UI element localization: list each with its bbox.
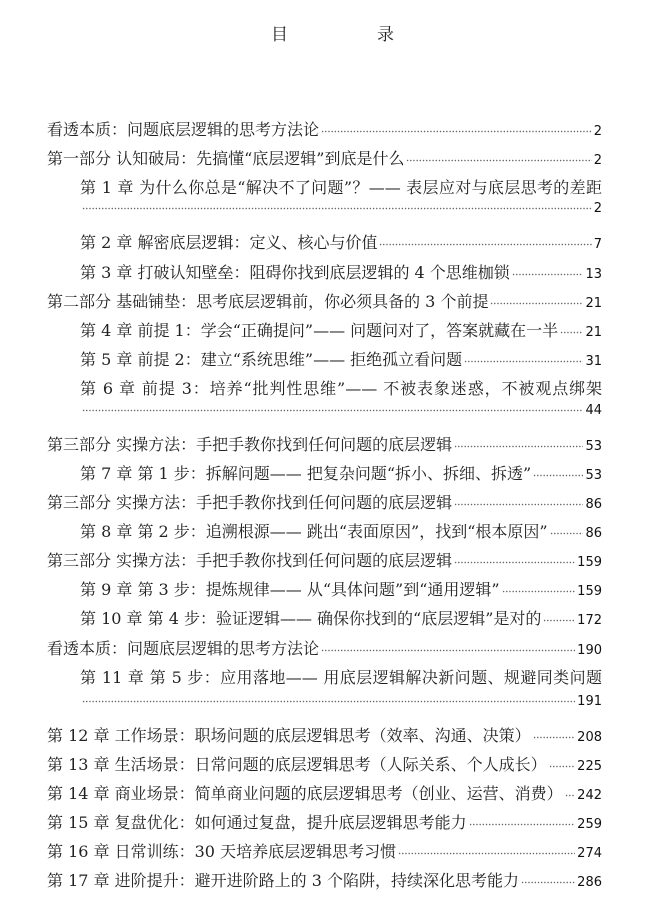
toc-entry[interactable] xyxy=(80,347,602,370)
dot-leader xyxy=(543,612,575,622)
toc-entry[interactable] xyxy=(80,461,602,484)
dot-leader xyxy=(464,353,583,363)
toc-entry-title: 第 10 章 第 4 步：验证逻辑—— 确保你找到的“底层逻辑”是对的 xyxy=(80,609,542,628)
toc-entry-title: 第 2 章 解密底层逻辑：定义、核心与价值 xyxy=(80,233,378,252)
toc-entry-page: 53 xyxy=(585,439,602,454)
dot-leader xyxy=(454,554,575,564)
toc-entry-page: 225 xyxy=(577,759,602,774)
toc-entry-page: 2 xyxy=(593,201,602,216)
dot-leader xyxy=(560,324,583,334)
toc-entry[interactable] xyxy=(47,117,602,140)
toc-entry-page: 21 xyxy=(585,325,602,340)
toc-entry[interactable] xyxy=(47,868,602,891)
toc-entry[interactable] xyxy=(80,230,602,253)
dot-leader xyxy=(321,123,592,133)
dot-leader xyxy=(82,693,575,703)
dot-leader xyxy=(321,642,575,652)
toc-entry[interactable] xyxy=(47,636,602,659)
dot-leader xyxy=(469,816,576,826)
toc-entry-page: 31 xyxy=(585,354,602,369)
dot-leader xyxy=(82,402,583,412)
toc-entry-title: 第 15 章 复盘优化：如何通过复盘，提升底层逻辑思考能力 xyxy=(47,813,467,832)
dot-leader xyxy=(379,236,591,246)
dot-leader xyxy=(82,200,592,210)
toc-entry[interactable] xyxy=(47,432,602,455)
dot-leader xyxy=(490,295,583,305)
toc-entry-title: 第 6 章 前提 3：培养“批判性思维”—— 不被表象迷惑，不被观点绑架 xyxy=(80,379,602,398)
toc-entry[interactable] xyxy=(47,810,602,833)
toc-entry-page: 2 xyxy=(593,153,602,168)
toc-entry-title: 第 5 章 前提 2：建立“系统思维”—— 拒绝孤立看问题 xyxy=(80,350,463,369)
toc-entry[interactable] xyxy=(47,839,602,862)
toc-title: 目 录 xyxy=(271,25,430,45)
toc-entry-page: 7 xyxy=(593,237,602,252)
toc-entry-title: 第 12 章 工作场景：职场问题的底层逻辑思考（效率、沟通、决策） xyxy=(47,726,531,745)
toc-entry-page: 191 xyxy=(577,694,602,709)
toc-entry-title: 第 4 章 前提 1：学会“正确提问”—— 问题问对了，答案就藏在一半 xyxy=(80,321,559,340)
toc-entry[interactable] xyxy=(47,289,602,312)
toc-entry-title: 第 14 章 商业场景：简单商业问题的底层逻辑思考（创业、运营、消费） xyxy=(47,784,563,803)
toc-entry[interactable] xyxy=(80,577,602,600)
toc-entry-title: 第三部分 实操方法：手把手教你找到任何问题的底层逻辑 xyxy=(47,551,453,570)
dot-leader xyxy=(550,525,584,535)
toc-entry-title: 第 3 章 打破认知壁垒：阻碍你找到底层逻辑的 4 个思维枷锁 xyxy=(80,263,510,282)
dot-leader xyxy=(533,467,583,477)
dot-leader xyxy=(398,845,575,855)
toc-entry-page: 159 xyxy=(577,555,602,570)
toc-entry-page: 208 xyxy=(577,730,602,745)
toc-entry-page: 86 xyxy=(585,497,602,512)
dot-leader xyxy=(502,583,576,593)
toc-entry[interactable] xyxy=(47,781,602,804)
toc-entry[interactable] xyxy=(47,490,602,513)
dot-leader xyxy=(521,874,575,884)
dot-leader xyxy=(549,758,576,768)
toc-entry-page: 274 xyxy=(577,846,602,861)
toc-entry[interactable] xyxy=(47,146,602,169)
dot-leader xyxy=(454,438,583,448)
toc-entry-title: 第 8 章 第 2 步：追溯根源—— 跳出“表面原因”，找到“根本原因” xyxy=(80,522,548,541)
toc-entry-page: 242 xyxy=(577,788,602,803)
toc-entry-page: 2 xyxy=(593,124,602,139)
dot-leader xyxy=(533,729,576,739)
toc-entry[interactable] xyxy=(80,260,602,283)
toc-entry-title: 看透本质：问题底层逻辑的思考方法论 xyxy=(47,639,320,658)
toc-entry-title: 第 9 章 第 3 步：提炼规律—— 从“具体问题”到“通用逻辑” xyxy=(80,580,500,599)
toc-entry-page: 53 xyxy=(585,468,602,483)
toc-entry-page: 286 xyxy=(577,875,602,890)
toc-entry-page: 259 xyxy=(577,817,602,832)
toc-entry-title: 第 13 章 生活场景：日常问题的底层逻辑思考（人际关系、个人成长） xyxy=(47,755,547,774)
dot-leader xyxy=(565,787,576,797)
toc-entry[interactable] xyxy=(47,723,602,746)
toc-entry[interactable] xyxy=(47,752,602,775)
toc-entry-title: 第一部分 认知破局：先搞懂“底层逻辑”到底是什么 xyxy=(47,149,405,168)
toc-entry-title: 第三部分 实操方法：手把手教你找到任何问题的底层逻辑 xyxy=(47,493,453,512)
toc-entry-title: 第 16 章 日常训练：30 天培养底层逻辑思考习惯 xyxy=(47,842,397,861)
toc-entry[interactable] xyxy=(80,519,602,542)
toc-entry-title: 第三部分 实操方法：手把手教你找到任何问题的底层逻辑 xyxy=(47,435,453,454)
toc-entry-title: 第 1 章 为什么你总是“解决不了问题”？—— 表层应对与底层思考的差距 xyxy=(80,178,602,197)
toc-entry-title: 看透本质：问题底层逻辑的思考方法论 xyxy=(47,120,320,139)
toc-entry-title: 第 17 章 进阶提升：避开进阶路上的 3 个陷阱，持续深化思考能力 xyxy=(47,871,519,890)
toc-entry-page: 21 xyxy=(585,296,602,311)
toc-entry-page: 44 xyxy=(585,403,602,418)
dot-leader xyxy=(454,496,583,506)
toc-entry-title: 第二部分 基础铺垫：思考底层逻辑前，你必须具备的 3 个前提 xyxy=(47,292,489,311)
toc-entry[interactable] xyxy=(80,606,602,629)
toc-entry-title: 第 7 章 第 1 步：拆解问题—— 把复杂问题“拆小、拆细、拆透” xyxy=(80,464,532,483)
toc-entry-page: 172 xyxy=(577,613,602,628)
toc-entry-page: 159 xyxy=(577,584,602,599)
toc-entry-page: 13 xyxy=(585,267,602,282)
toc-entry-page: 190 xyxy=(577,643,602,658)
toc-entry[interactable] xyxy=(80,318,602,341)
dot-leader xyxy=(512,266,584,276)
toc-entry-title: 第 11 章 第 5 步：应用落地—— 用底层逻辑解决新问题、规避同类问题 xyxy=(80,668,602,687)
toc-entry[interactable] xyxy=(47,548,602,571)
toc-entry-page: 86 xyxy=(585,526,602,541)
dot-leader xyxy=(406,152,591,162)
